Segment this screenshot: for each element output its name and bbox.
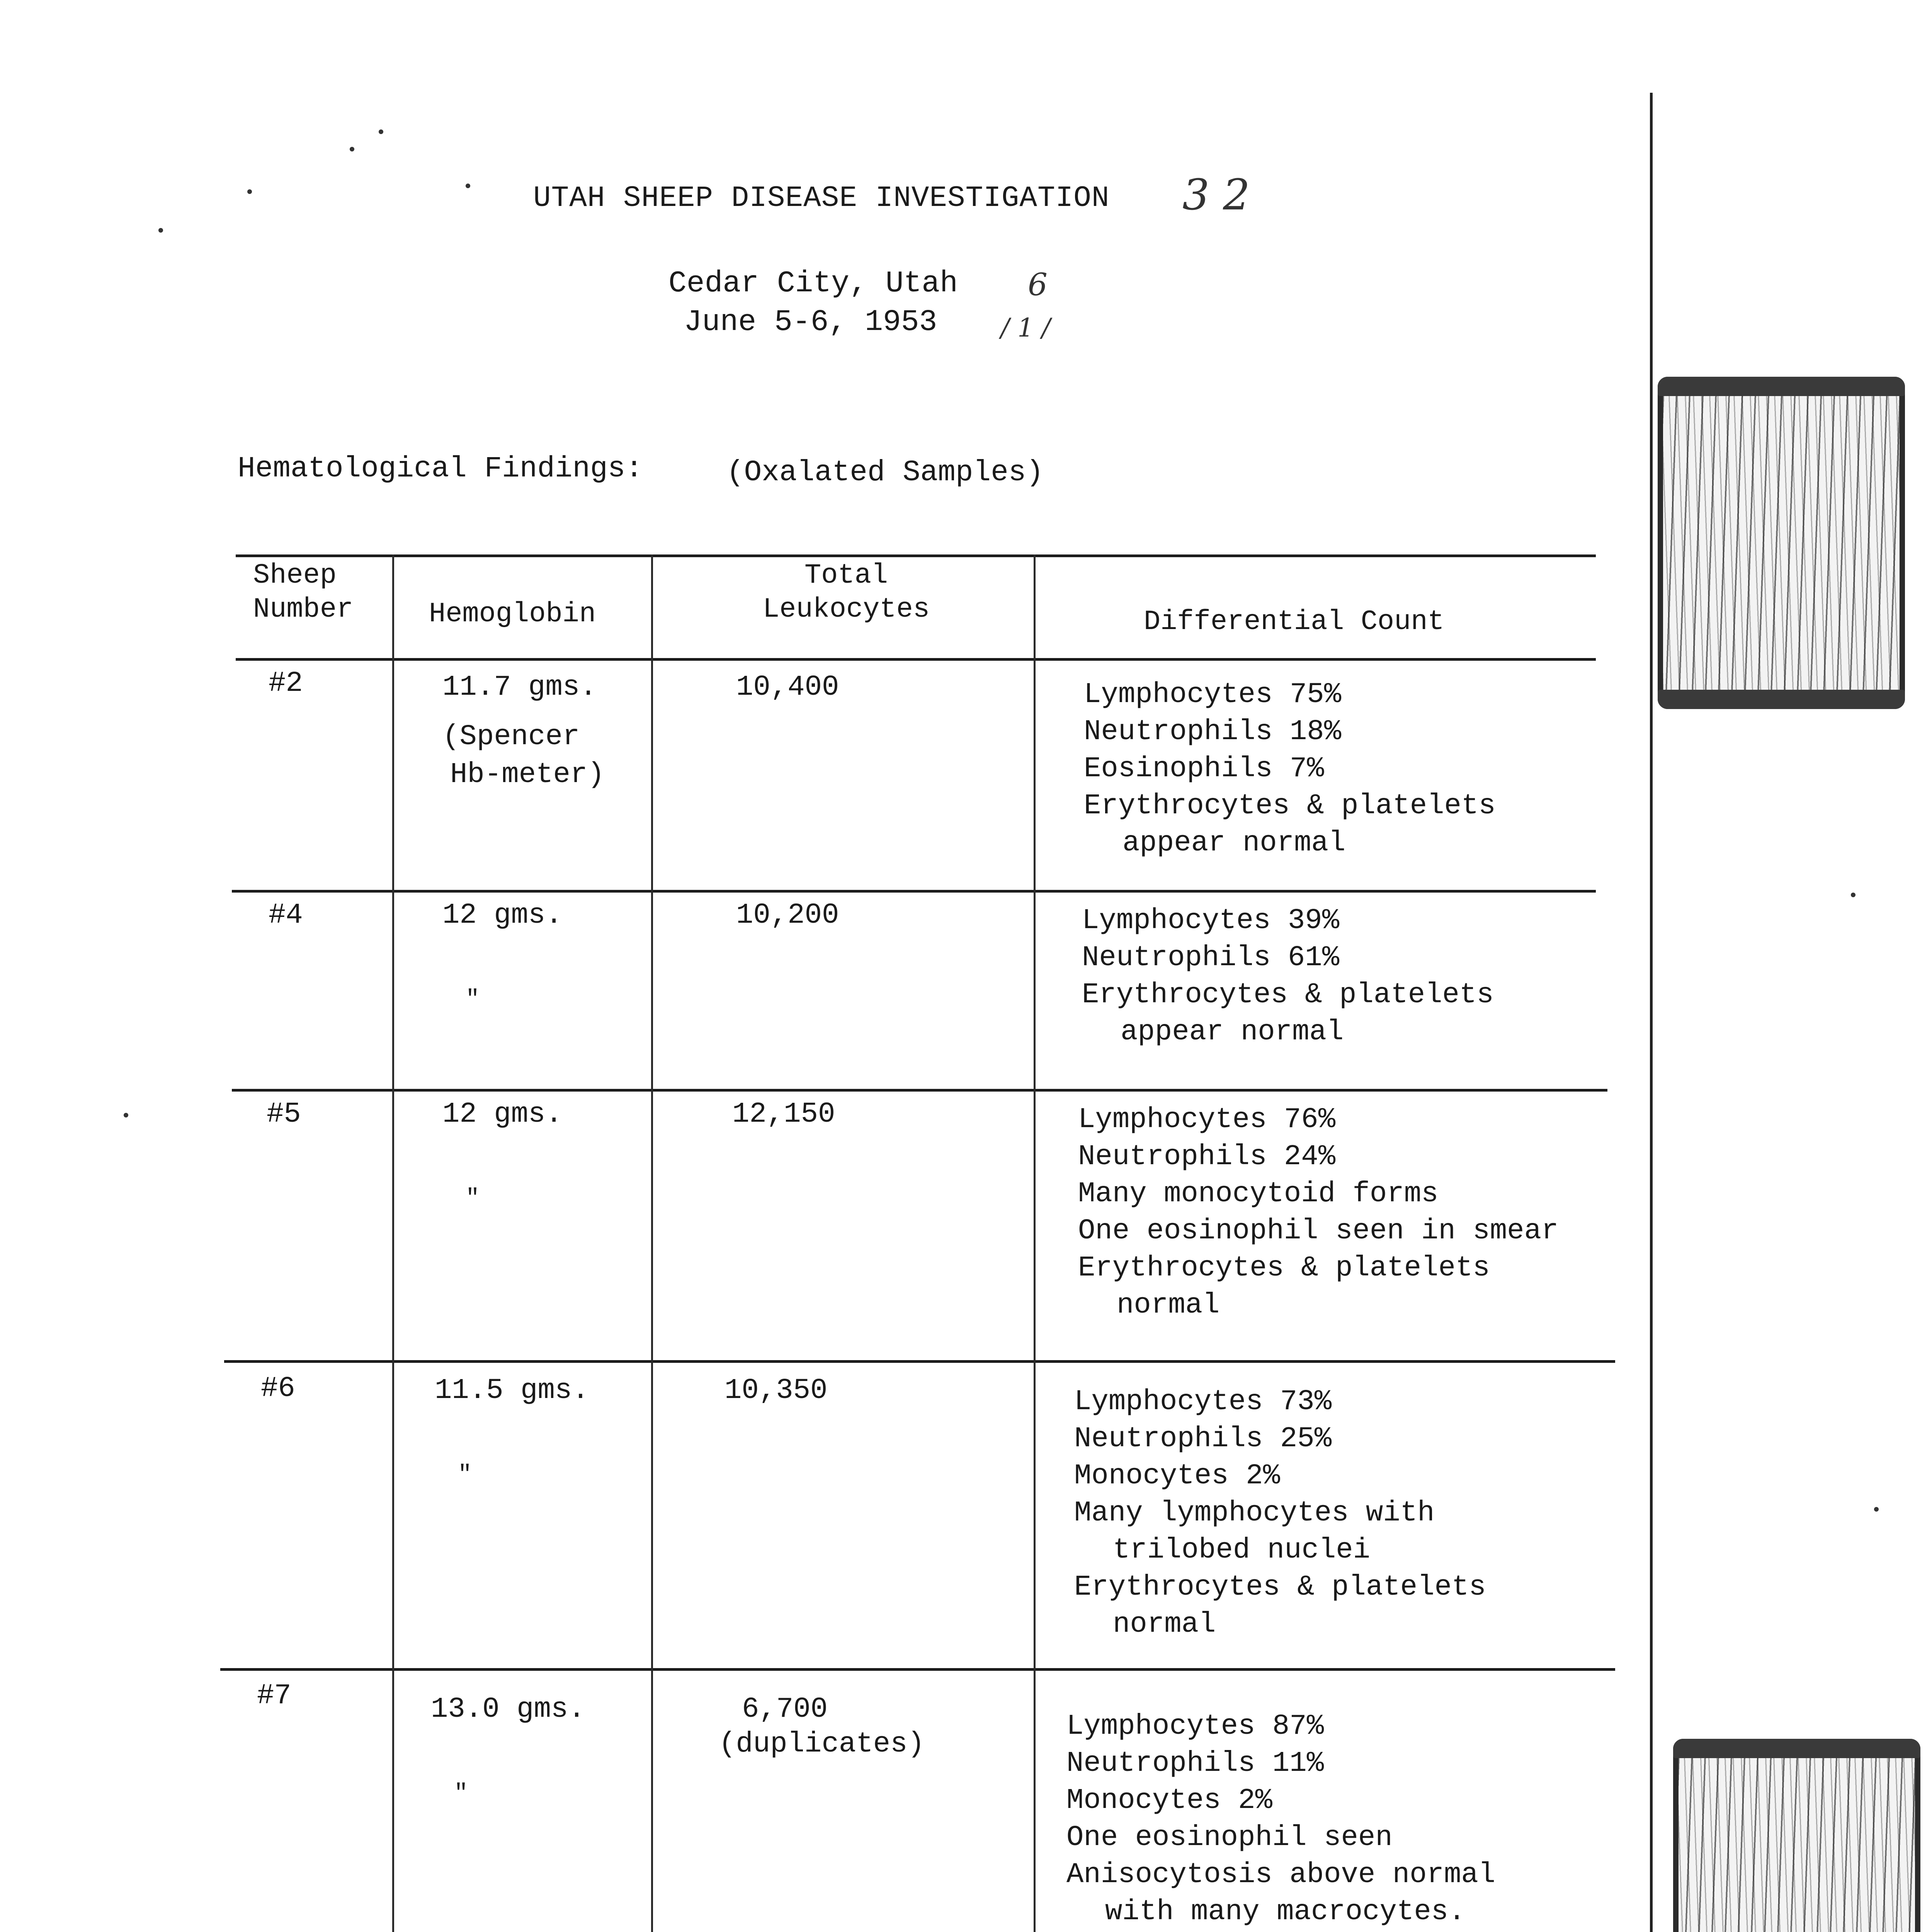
section-label: Hematological Findings: (238, 452, 643, 485)
margin-rule (1650, 93, 1653, 1932)
location-line: Cedar City, Utah (668, 267, 958, 301)
sheep-number: #5 (267, 1098, 301, 1131)
differential-count: Lymphocytes 76% Neutrophils 24% Many monocytoid forms One eosinophil seen in smear Erythrocytes & platelets normal (1078, 1104, 1559, 1321)
differential-count: Lymphocytes 39% Neutrophils 61% Erythrocytes & platelets appear normal (1082, 905, 1494, 1048)
speck (1874, 1507, 1879, 1512)
header-hemoglobin: Hemoglobin (429, 598, 596, 630)
header-bottom-rule (236, 658, 1596, 661)
hemoglobin-value: 11.7 gms. (Spencer Hb-meter) (442, 671, 605, 791)
row-rule (220, 1668, 1615, 1671)
hemoglobin-value: 13.0 gms. " (431, 1690, 585, 1813)
differential-count: Lymphocytes 87% Neutrophils 11% Monocytes 2% One eosinophil seen Anisocytosis above normal with many macrocytes. (1066, 1710, 1496, 1928)
date-handwritten-mark: / 1 / (1001, 313, 1051, 343)
header-sheep-number: Sheep Number (253, 560, 354, 625)
row-rule (224, 1360, 1615, 1363)
ditto-mark: " (454, 1781, 468, 1807)
table-top-rule (236, 554, 1596, 557)
leukocyte-count: 12,150 (732, 1098, 835, 1131)
sheep-number: #2 (269, 667, 303, 700)
leukocyte-count: 10,200 (736, 899, 839, 932)
ditto-mark: " (466, 986, 480, 1013)
column-divider (392, 554, 394, 1932)
speck (350, 147, 354, 151)
leukocyte-count: 10,350 (724, 1374, 828, 1407)
document-title: UTAH SHEEP DISEASE INVESTIGATION (533, 182, 1110, 215)
sheep-number: #6 (261, 1372, 295, 1405)
ditto-mark: " (458, 1462, 472, 1488)
handwritten-page-number: 3 2 (1182, 170, 1250, 219)
hemoglobin-value: 11.5 gms. " (435, 1372, 589, 1494)
speck (466, 184, 470, 188)
hemoglobin-value: 12 gms. " (442, 1095, 563, 1218)
header-total-leukocytes: Total Leukocytes (762, 560, 930, 625)
header-differential-count: Differential Count (1144, 606, 1444, 638)
sheep-number: #4 (269, 899, 303, 932)
speck (1851, 893, 1855, 897)
ditto-mark: " (466, 1185, 480, 1212)
differential-count: Lymphocytes 75% Neutrophils 18% Eosinophils 7% Erythrocytes & platelets appear normal (1084, 679, 1496, 859)
sheep-number: #7 (257, 1680, 291, 1712)
speck (379, 129, 383, 134)
binding-hole-scan (1658, 377, 1905, 709)
column-divider (1034, 554, 1036, 1932)
column-divider (651, 554, 653, 1932)
leukocyte-count: 6,700 (duplicates) (719, 1693, 925, 1760)
section-note: (Oxalated Samples) (726, 456, 1044, 489)
row-rule (232, 890, 1596, 893)
leukocyte-count: 10,400 (736, 671, 839, 704)
speck (124, 1113, 128, 1117)
hemoglobin-value: 12 gms. " (442, 896, 563, 1019)
differential-count: Lymphocytes 73% Neutrophils 25% Monocytes 2% Many lymphocytes with trilobed nuclei Erythrocytes & platelets normal (1074, 1386, 1486, 1641)
speck (158, 228, 163, 233)
speck (247, 189, 252, 194)
location-handwritten-mark: 6 (1028, 267, 1048, 303)
row-rule (232, 1089, 1607, 1092)
date-line: June 5-6, 1953 (684, 305, 937, 339)
binding-hole-scan (1673, 1739, 1920, 1932)
